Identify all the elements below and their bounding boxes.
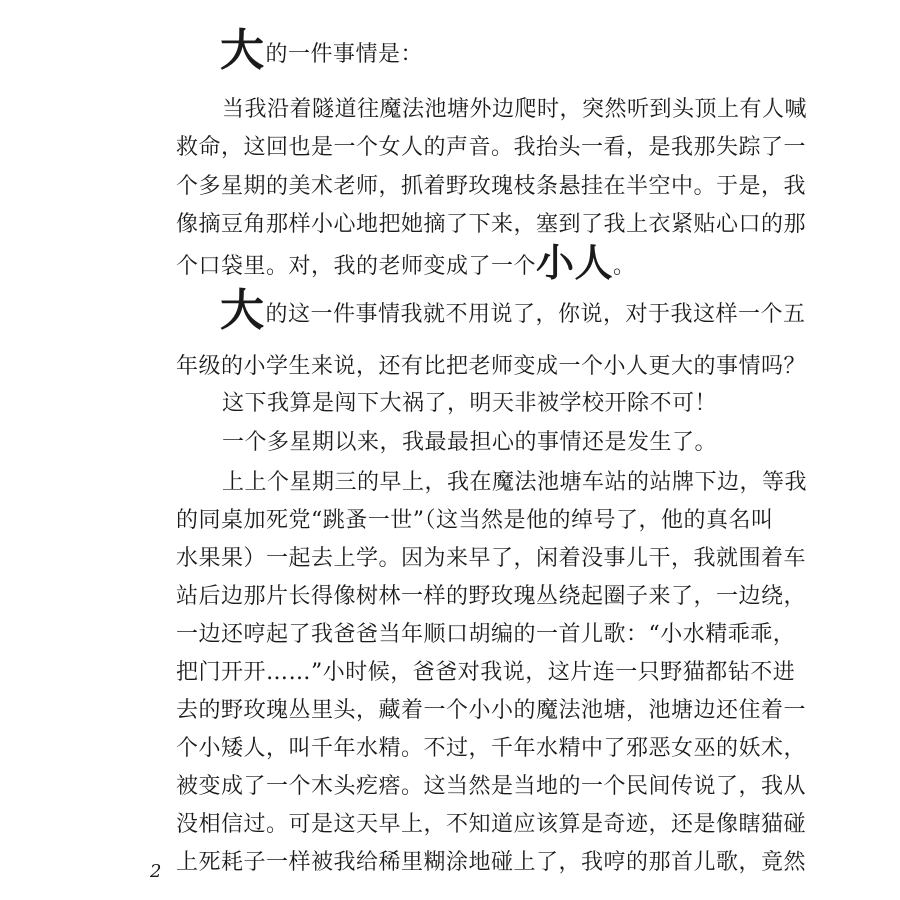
p2-line-10: 没相信过。可是这天早上，不知道应该算是奇迹，还是像瞎猫碰 [176,812,807,837]
section-lead-line-1 [220,25,424,76]
line-disaster: 这下我算是闯下大祸了，明天非被学校开除不可！ [222,391,718,416]
section2-cont: 年级的小学生来说，还有比把老师变成一个小人更大的事情吗？ [176,354,807,379]
p1-line-1: 当我沿着隧道往魔法池塘外边爬时，突然听到头顶上有人喊 [222,97,808,122]
drop-char-2: 大 [220,285,265,336]
p1-last-text: 个口袋里。对，我的老师变成了一个 [176,254,537,279]
p1-line-4: 像摘豆角那样小心地把她摘了下来，塞到了我上衣紧贴心口的那 [176,212,807,237]
p2-line-11: 上死耗子一样被我给稀里糊涂地碰上了，我哼的那首儿歌，竟然 [176,850,807,875]
drop-char-1: 大 [220,25,265,76]
p1-end: 。 [613,254,636,279]
p2-line-8: 个小矮人，叫千年水精。不过，千年水精中了邪恶女巫的妖术， [176,736,807,761]
line-worry: 一个多星期以来，我最最担心的事情还是发生了。 [222,430,718,455]
p1-line-2: 救命，这回也是一个女人的声音。我抬头一看，是我那失踪了一 [176,135,807,160]
p2-line-1: 上上个星期三的早上，我在魔法池塘车站的站牌下边，等我 [222,470,808,495]
section-lead-line-2 [220,285,806,336]
page-number: 2 [150,861,162,882]
lead-text-1: 的一件事情是： [265,42,424,67]
p2-line-9: 被变成了一个木头疙瘩。这当然是当地的一个民间传说了，我从 [176,774,807,799]
p1-line-5 [176,240,636,285]
p2-line-7: 去的野玫瑰丛里头，藏着一个小小的魔法池塘，池塘边还住着一 [176,698,807,723]
p2-line-6: 把门开开……”小时候，爸爸对我说，这片连一只野猫都钻不进 [176,660,796,685]
p2-line-2: 的同桌加死党“跳蚤一世”（这当然是他的绰号了，他的真名叫 [176,508,774,533]
p2-line-3: 水果果）一起去上学。因为来早了，闲着没事儿干，我就围着车 [176,546,807,571]
p1-line-3: 个多星期的美术老师，抓着野玫瑰枝条悬挂在半空中。于是，我 [176,174,807,199]
lead-text-2: 的这一件事情我就不用说了，你说，对于我这样一个五 [265,302,806,327]
emphasis-xiaoren: 小人 [536,240,614,285]
p2-line-4: 站后边那片长得像树林一样的野玫瑰丛绕起圈子来了，一边绕， [176,584,807,609]
p2-line-5: 一边还哼起了我爸爸当年顺口胡编的一首儿歌：“小水精乖乖， [176,622,796,647]
